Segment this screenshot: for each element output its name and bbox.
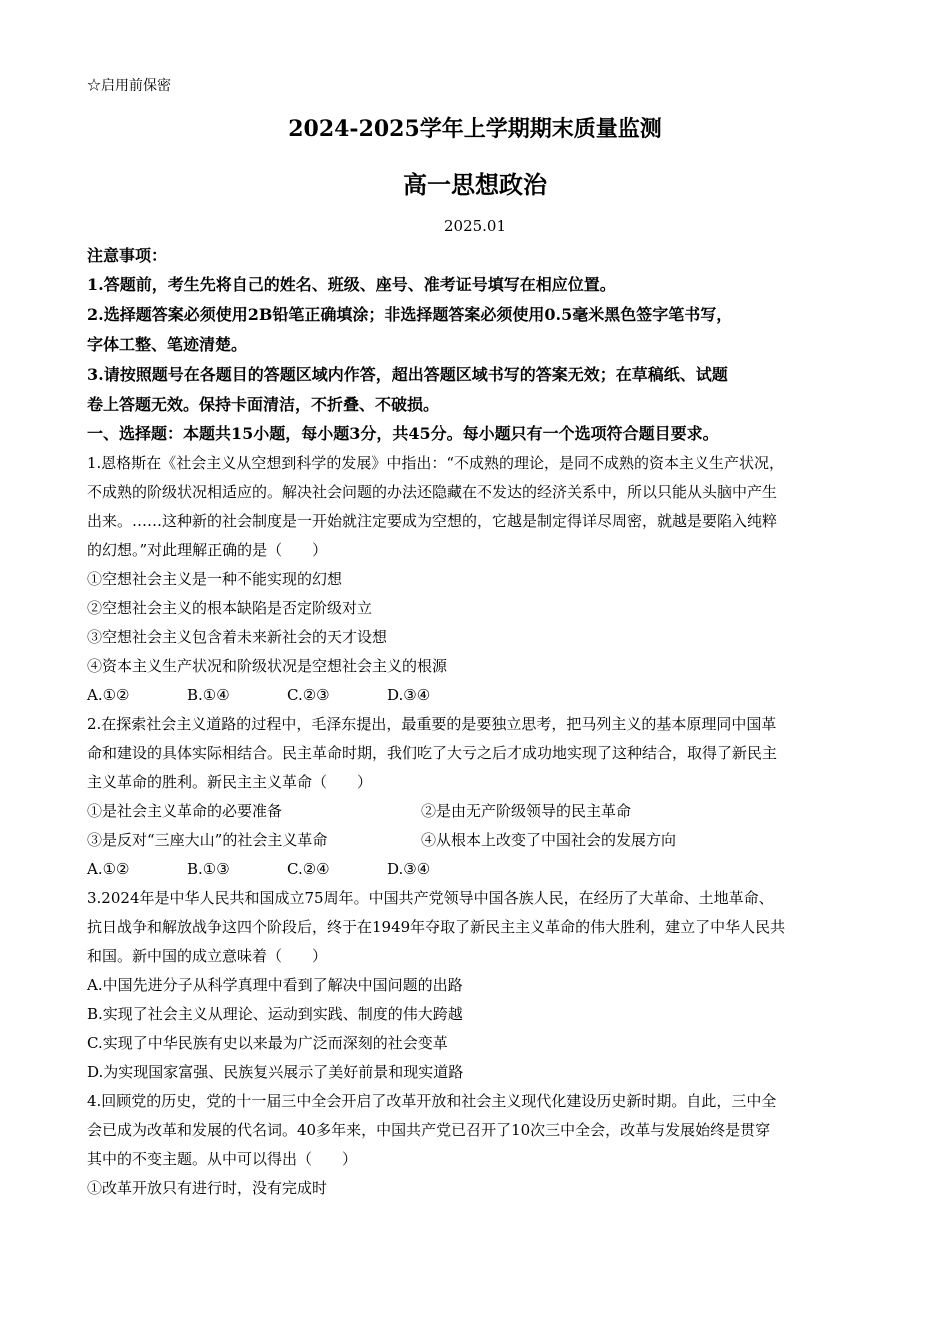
q1-stem-line-1: 1.恩格斯在《社会主义从空想到科学的发展》中指出：“不成熟的理论，是同不成熟的资本主义生产状况， bbox=[87, 454, 784, 472]
exam-date: 2025.01 bbox=[443, 217, 507, 235]
q1-option-c: C.②③ bbox=[287, 686, 330, 704]
q4-stem-line-1: 4.回顾党的历史，党的十一届三中全会开启了改革开放和社会主义现代化建设历史新时期。自此，三中全 bbox=[87, 1092, 777, 1110]
q2-stem-line-3: 主义革命的胜利。新民主主义革命（ ） bbox=[87, 773, 373, 791]
q4-stem-line-3: 其中的不变主题。从中可以得出（ ） bbox=[87, 1150, 358, 1168]
q2-stem-line-2: 命和建设的具体实际相结合。民主革命时期，我们吃了大亏之后才成功地实现了这种结合，取得了新民主 bbox=[87, 744, 778, 762]
notice-item-3-line-1: 3.请按照题号在各题目的答题区域内作答，超出答题区域书写的答案无效；在草稿纸、试题 bbox=[87, 365, 728, 384]
q1-statement-1: ①空想社会主义是一种不能实现的幻想 bbox=[87, 570, 343, 588]
q1-stem-line-2: 不成熟的阶级状况相适应的。解决社会问题的办法还隐藏在不发达的经济关系中，所以只能从头脑中产生 bbox=[87, 483, 778, 501]
q2-option-d: D.③④ bbox=[387, 860, 431, 878]
q3-option-b: B.实现了社会主义从理论、运动到实践、制度的伟大跨越 bbox=[87, 1005, 463, 1023]
notice-heading: 注意事项： bbox=[87, 246, 168, 265]
q1-statement-3: ③空想社会主义包含着未来新社会的天才设想 bbox=[87, 628, 388, 646]
q2-statements-row-1 bbox=[87, 801, 631, 821]
q3-stem-line-1: 3.2024年是中华人民共和国成立75周年。中国共产党领导中国各族人民，在经历了大革命、土地革命、 bbox=[87, 889, 774, 907]
q2-statement-1: ①是社会主义革命的必要准备 bbox=[87, 802, 283, 820]
q4-stem-line-2: 会已成为改革和发展的代名词。40多年来，中国共产党已召开了10次三中全会，改革与发展始终是贯穿 bbox=[87, 1121, 771, 1139]
q2-option-b: B.①③ bbox=[187, 860, 230, 878]
q1-stem-line-3: 出来。……这种新的社会制度是一开始就注定要成为空想的，它越是制定得详尽周密，就越是要陷入纯粹 bbox=[87, 512, 778, 530]
notice-item-1: 1.答题前，考生先将自己的姓名、班级、座号、准考证号填写在相应位置。 bbox=[87, 275, 616, 294]
q1-stem-line-4: 的幻想。”对此理解正确的是（ ） bbox=[87, 541, 328, 559]
q3-stem-line-3: 和国。新中国的成立意味着（ ） bbox=[87, 947, 328, 965]
q4-statement-1: ①改革开放只有进行时，没有完成时 bbox=[87, 1179, 328, 1197]
q3-option-c: C.实现了中华民族有史以来最为广泛而深刻的社会变革 bbox=[87, 1034, 448, 1052]
exam-title: 2024-2025学年上学期期末质量监测 bbox=[288, 116, 662, 142]
q2-option-c: C.②④ bbox=[287, 860, 330, 878]
subject-title: 高一思想政治 bbox=[403, 170, 547, 199]
q2-statement-4: ④从根本上改变了中国社会的发展方向 bbox=[421, 831, 677, 849]
q2-statement-2: ②是由无产阶级领导的民主革命 bbox=[421, 802, 632, 820]
q1-statement-2: ②空想社会主义的根本缺陷是否定阶级对立 bbox=[87, 599, 373, 617]
q2-statement-3: ③是反对“三座大山”的社会主义革命 bbox=[87, 831, 328, 849]
q2-stem-line-1: 2.在探索社会主义道路的过程中，毛泽东提出，最重要的是要独立思考，把马列主义的基本原理同中国革 bbox=[87, 715, 777, 733]
q1-option-d: D.③④ bbox=[387, 686, 431, 704]
q1-options bbox=[87, 685, 487, 705]
confidential-label: ☆启用前保密 bbox=[87, 78, 171, 94]
q1-option-b: B.①④ bbox=[187, 686, 230, 704]
q1-statement-4: ④资本主义生产状况和阶级状况是空想社会主义的根源 bbox=[87, 657, 448, 675]
notice-item-3-line-2: 卷上答题无效。保持卡面清洁，不折叠、不破损。 bbox=[87, 395, 440, 414]
section-1-heading: 一、选择题：本题共15小题，每小题3分，共45分。每小题只有一个选项符合题目要求。 bbox=[87, 424, 719, 443]
q3-option-d: D.为实现国家富强、民族复兴展示了美好前景和现实道路 bbox=[87, 1063, 464, 1081]
q2-statements-row-2 bbox=[87, 830, 676, 850]
q2-option-a: A.①② bbox=[87, 860, 130, 878]
q1-option-a: A.①② bbox=[87, 686, 130, 704]
notice-item-2-line-2: 字体工整、笔迹清楚。 bbox=[87, 335, 248, 354]
notice-item-2-line-1: 2.选择题答案必须使用2B铅笔正确填涂；非选择题答案必须使用0.5毫米黑色签字笔书写， bbox=[87, 305, 733, 324]
q3-option-a: A.中国先进分子从科学真理中看到了解决中国问题的出路 bbox=[87, 976, 463, 994]
q2-options bbox=[87, 859, 487, 879]
q3-stem-line-2: 抗日战争和解放战争这四个阶段后，终于在1949年夺取了新民主主义革命的伟大胜利，建立了中华人民共 bbox=[87, 918, 786, 936]
